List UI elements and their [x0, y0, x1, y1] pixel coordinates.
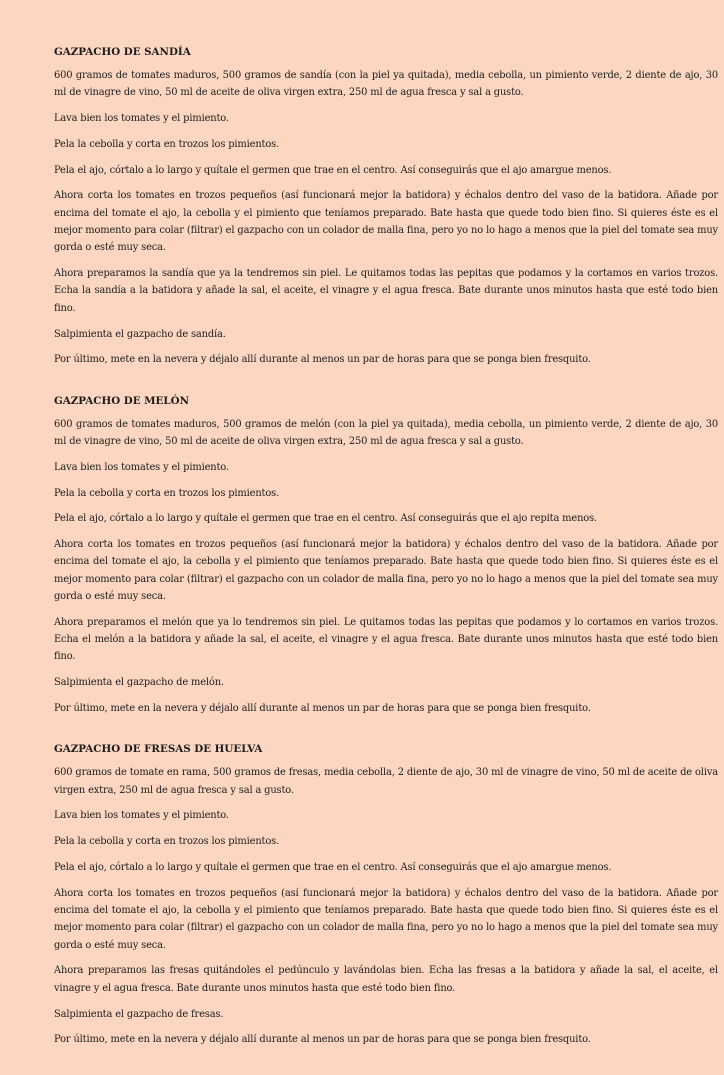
- step-paragraph: Salpimienta el gazpacho de sandía.: [54, 328, 226, 340]
- step-paragraph: Por último, mete en la nevera y déjalo allí durante al menos un par de horas para que se ponga bien fresquito.: [54, 354, 591, 366]
- step-paragraph: Ahora preparamos el melón que ya lo tendremos sin piel. Le quitamos todas las pepitas que podamos y lo cortamos en varios trozos. Echa el melón a la batidora y añade la sal, el aceite, el vinagre y el agua fresca. Bate durante unos minutos hasta que esté todo bien fino.: [54, 616, 718, 663]
- step-paragraph: Ahora corta los tomates en trozos pequeños (así funcionará mejor la batidora) y échalos dentro del vaso de la batidora. Añade por encima del tomate el ajo, la cebolla y el pimiento que teníamos preparado. Bate hasta que quede todo bien fino. Si quieres éste es el mejor momento para colar (filtrar) el gazpacho con un colador de malla fina, pero yo no lo hago a menos que la piel del tomate sea muy gorda o esté muy seca.: [54, 887, 718, 951]
- step-paragraph: Pela la cebolla y corta en trozos los pimientos.: [54, 836, 280, 848]
- ingredients-paragraph: 600 gramos de tomates maduros, 500 gramos de melón (con la piel ya quitada), media cebolla, un pimiento verde, 2 diente de ajo, 30 ml de vinagre de vino, 50 ml de aceite de oliva virgen extra, 250 ml de agua fresca y sal a gusto.: [54, 418, 718, 447]
- step-paragraph: Pela la cebolla y corta en trozos los pimientos.: [54, 487, 280, 499]
- step-paragraph: Ahora preparamos la sandía que ya la tendremos sin piel. Le quitamos todas las pepitas que podamos y la cortamos en varios trozos. Echa la sandía a la batidora y añade la sal, el aceite, el vinagre y el agua fresca. Bate durante unos minutos hasta que esté todo bien fino.: [54, 268, 718, 314]
- recipe-sandia: [54, 46, 718, 369]
- document-page: [54, 46, 718, 1075]
- step-paragraph: Ahora corta los tomates en trozos pequeños (así funcionará mejor la batidora) y échalos dentro del vaso de la batidora. Añade por encima del tomate el ajo, la cebolla y el pimiento que teníamos preparado. Bate hasta que quede todo bien fino. Si quieres éste es el mejor momento para colar (filtrar) el gazpacho con un colador de malla fina, pero yo no lo hago a menos que la piel del tomate sea muy gorda o esté muy seca.: [54, 539, 718, 603]
- step-paragraph: Pela el ajo, córtalo a lo largo y quítale el germen que trae en el centro. Así conseguirás que el ajo amargue menos.: [54, 862, 612, 873]
- step-paragraph: Por último, mete en la nevera y déjalo allí durante al menos un par de horas para que se ponga bien fresquito.: [54, 1034, 591, 1046]
- recipe-fresas: [54, 743, 718, 1048]
- step-paragraph: Pela el ajo, córtalo a lo largo y quítale el germen que trae en el centro. Así conseguirás que el ajo amargue menos.: [54, 164, 612, 176]
- recipe-melon: [54, 395, 718, 718]
- step-paragraph: Lava bien los tomates y el pimiento.: [54, 113, 229, 125]
- step-paragraph: Salpimienta el gazpacho de fresas.: [54, 1008, 224, 1020]
- recipe-title: GAZPACHO DE MELÓN: [54, 394, 189, 407]
- ingredients-paragraph: 600 gramos de tomate en rama, 500 gramos de fresas, media cebolla, 2 diente de ajo, 30 ml de vinagre de vino, 50 ml de aceite de oliva virgen extra, 250 ml de agua fresca y sal a gusto.: [54, 767, 718, 796]
- recipe-title: GAZPACHO DE FRESAS DE HUELVA: [54, 743, 263, 756]
- step-paragraph: Salpimienta el gazpacho de melón.: [54, 677, 224, 689]
- ingredients-paragraph: 600 gramos de tomates maduros, 500 gramos de sandía (con la piel ya quitada), media cebolla, un pimiento verde, 2 diente de ajo, 30 ml de vinagre de vino, 50 ml de aceite de oliva virgen extra, 250 ml de agua fresca y sal a gusto.: [54, 70, 718, 99]
- step-paragraph: Lava bien los tomates y el pimiento.: [54, 461, 229, 473]
- step-paragraph: Pela la cebolla y corta en trozos los pimientos.: [54, 138, 280, 150]
- recipe-title: GAZPACHO DE SANDÍA: [54, 46, 191, 58]
- step-paragraph: Ahora corta los tomates en trozos pequeños (así funcionará mejor la batidora) y échalos dentro del vaso de la batidora. Añade por encima del tomate el ajo, la cebolla y el pimiento que teníamos preparado. Bate hasta que quede todo bien fino. Si quieres éste es el mejor momento para colar (filtrar) el gazpacho con un colador de malla fina, pero yo no lo hago a menos que la piel del tomate sea muy gorda o esté muy seca.: [54, 190, 718, 254]
- step-paragraph: Lava bien los tomates y el pimiento.: [54, 810, 229, 822]
- step-paragraph: Pela el ajo, córtalo a lo largo y quítale el germen que trae en el centro. Así conseguirás que el ajo repita menos.: [54, 513, 597, 525]
- step-paragraph: Ahora preparamos las fresas quitándoles el pedúnculo y lavándolas bien. Echa las fresas a la batidora y añade la sal, el aceite, el vinagre y el agua fresca. Bate durante unos minutos hasta que esté todo bien fino.: [54, 965, 718, 994]
- step-paragraph: Por último, mete en la nevera y déjalo allí durante al menos un par de horas para que se ponga bien fresquito.: [54, 703, 591, 715]
